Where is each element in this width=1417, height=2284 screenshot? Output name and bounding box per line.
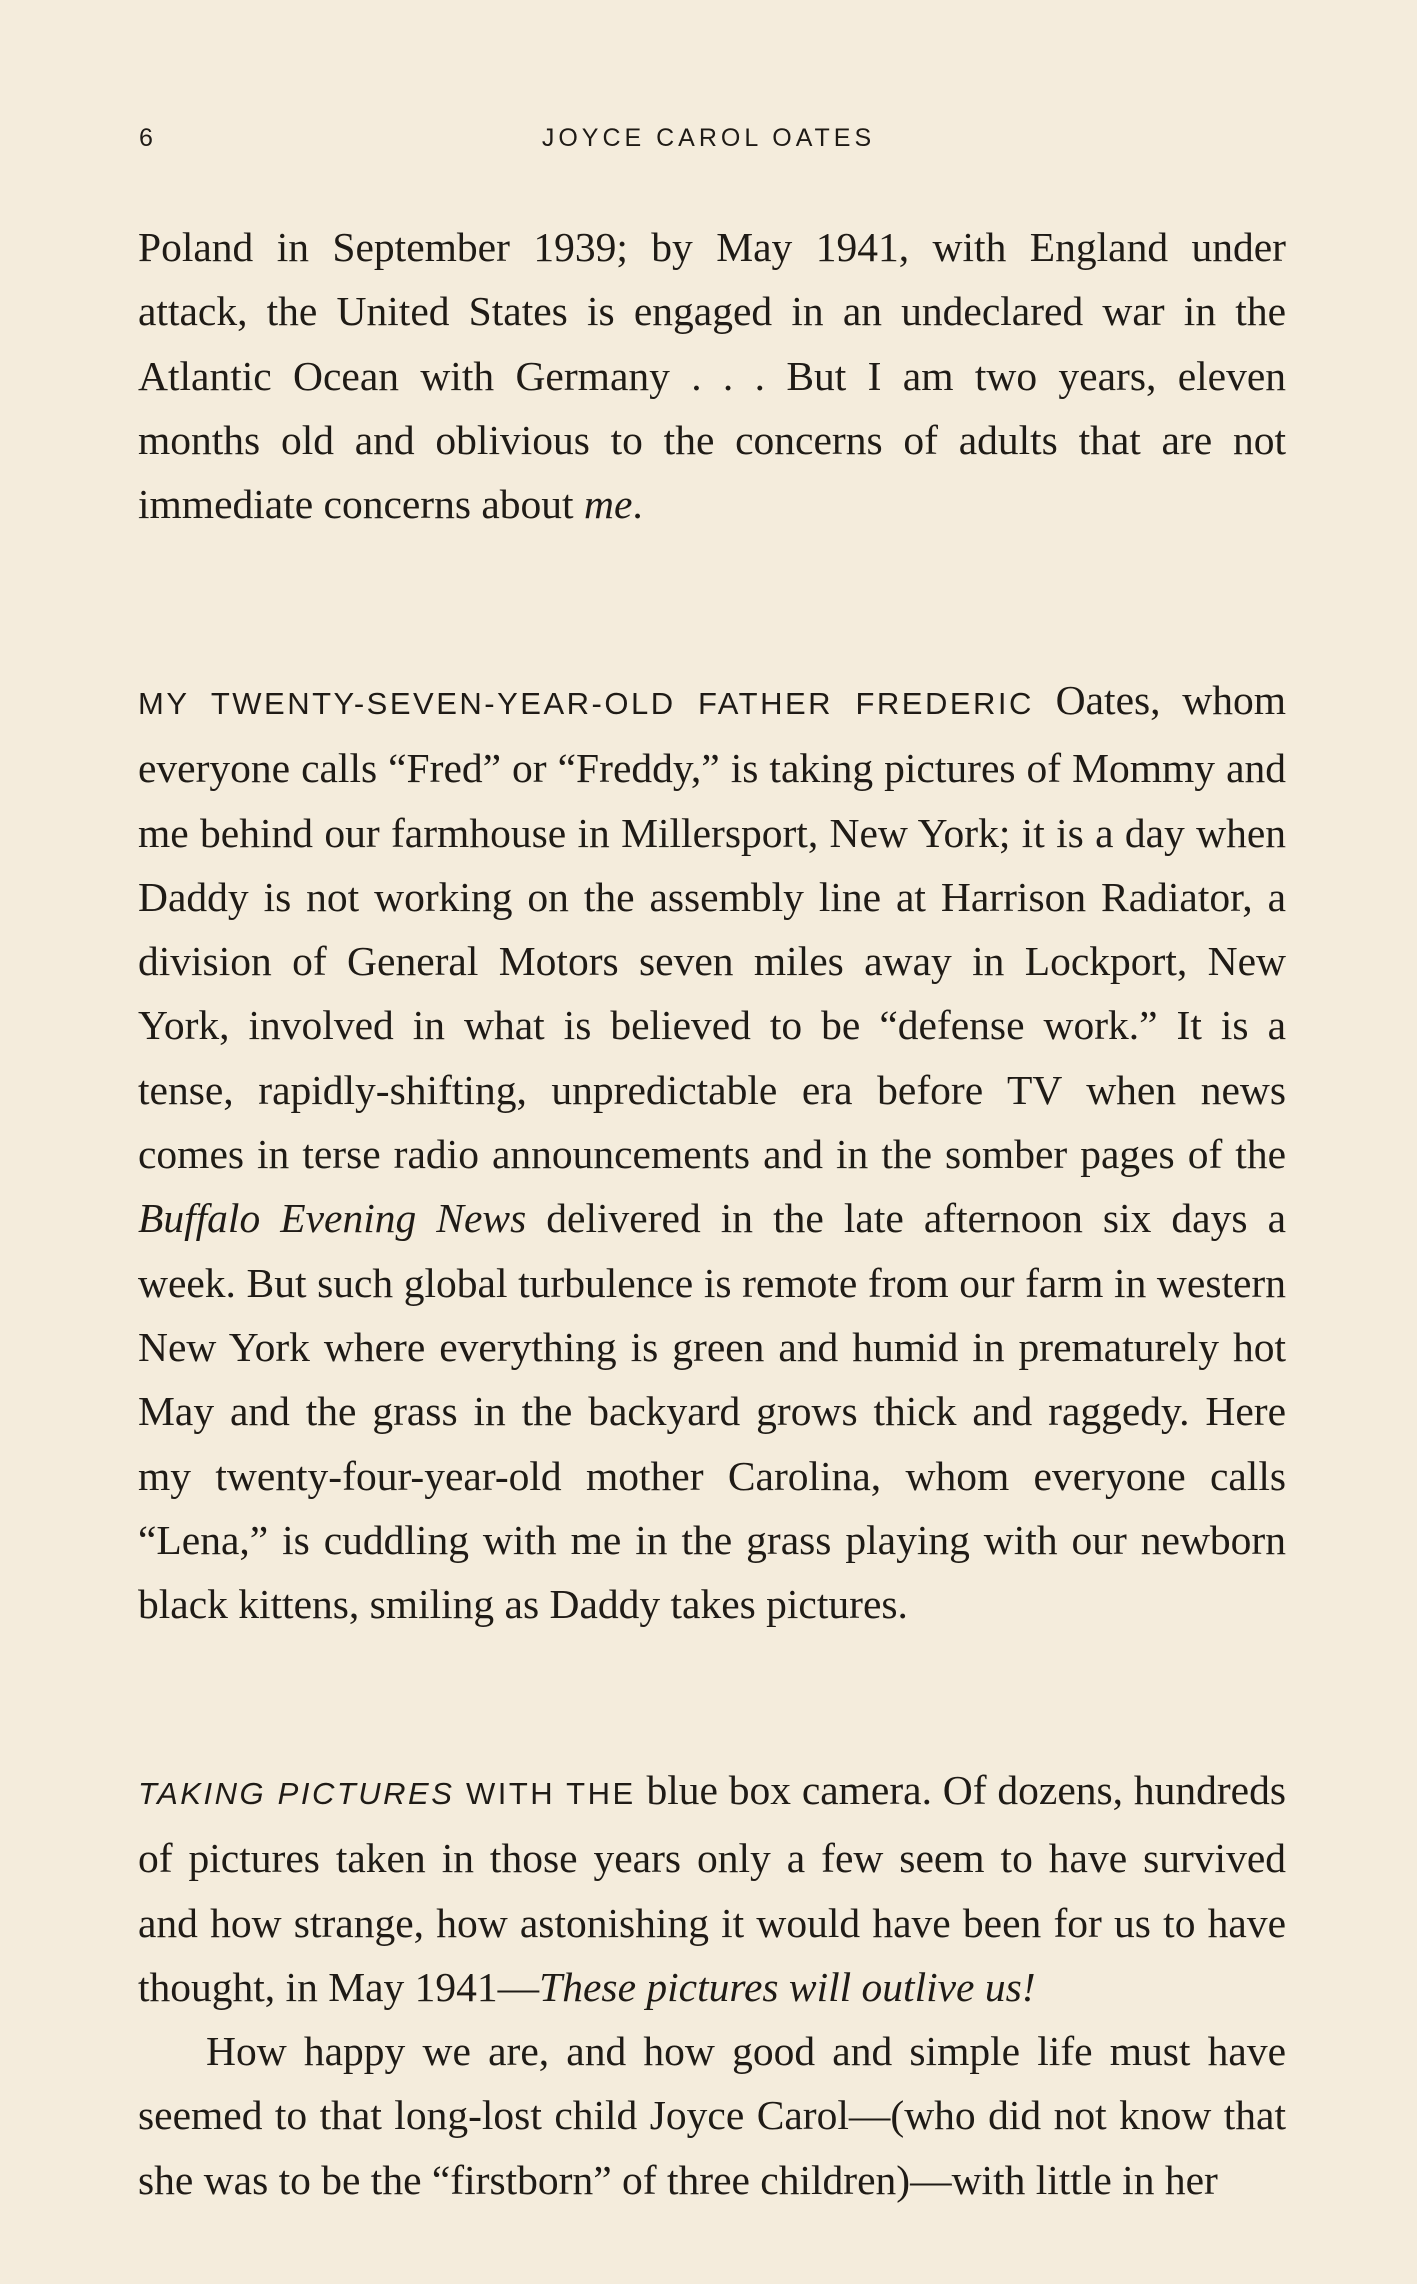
paragraph-2-text-a: Oates, whom everyone calls “Fred” or “Freddy,” is taking pictures of Mommy and me behind our farmhouse in Millersport, New York; it is a day when Daddy is not working on the assembly line at Harrison Radiator, a division of General Motors seven miles away in Lockport, New York, involved in what is believed to be “defense work.” It is a tense, rapidly-shifting, unpredictable era before TV when news comes in terse radio announcements and in the somber pages of the: [138, 677, 1286, 1178]
paragraph-3-lead-in-italic: TAKING PICTURES: [138, 1776, 455, 1811]
running-head: JOYCE CAROL OATES: [541, 124, 876, 152]
page-number: 6: [139, 124, 154, 152]
paragraph-2-text-b: delivered in the late afternoon six days a week. But such global turbulence is remote from our farm in western New York where everything is green and humid in prematurely hot May and the grass in the backyard grows thick and raggedy. Here my twenty-four-year-old mother Carolina, whom everyone calls “Lena,” is cuddling with me in the grass playing with our newborn black kittens, smiling as Daddy takes pictures.: [138, 1195, 1286, 1628]
text-block-1: [138, 215, 1286, 536]
paragraph-1: [138, 215, 1286, 536]
paragraph-3-lead-in: WITH THE: [454, 1776, 636, 1811]
text-block-3: [138, 1758, 1286, 2212]
paragraph-4-text: How happy we are, and how good and simple life must have seemed to that long-lost child Joyce Carol—(who did not know that she was to be the “firstborn” of three children)—with little in her: [138, 2028, 1286, 2203]
paragraph-3-text-a: blue box camera. Of dozens, hundreds of pictures taken in those years only a few seem to have survived and how strange, how astonishing it would have been for us to have thought, in May 1941—: [138, 1767, 1286, 2010]
paragraph-3-emphasis: These pictures will outlive us!: [539, 1963, 1036, 2010]
paragraph-1-text-b: .: [632, 481, 643, 528]
paragraph-2-emphasis: Buffalo Evening News: [138, 1195, 527, 1242]
paragraph-1-emphasis: me: [583, 481, 633, 528]
paragraph-2: [138, 668, 1286, 1636]
paragraph-1-text-a: Poland in September 1939; by May 1941, with England under attack, the United States is engaged in an undeclared war in the Atlantic Ocean with Germany . . . But I am two years, eleven months old and oblivious to the concerns of adults that are not immediate concerns about: [138, 224, 1286, 528]
paragraph-3: [138, 1758, 1286, 2019]
text-block-2: [138, 668, 1286, 1636]
paragraph-2-lead-in: MY TWENTY-SEVEN-YEAR-OLD FATHER FREDERIC: [138, 686, 1034, 721]
paragraph-4: [138, 2019, 1286, 2212]
